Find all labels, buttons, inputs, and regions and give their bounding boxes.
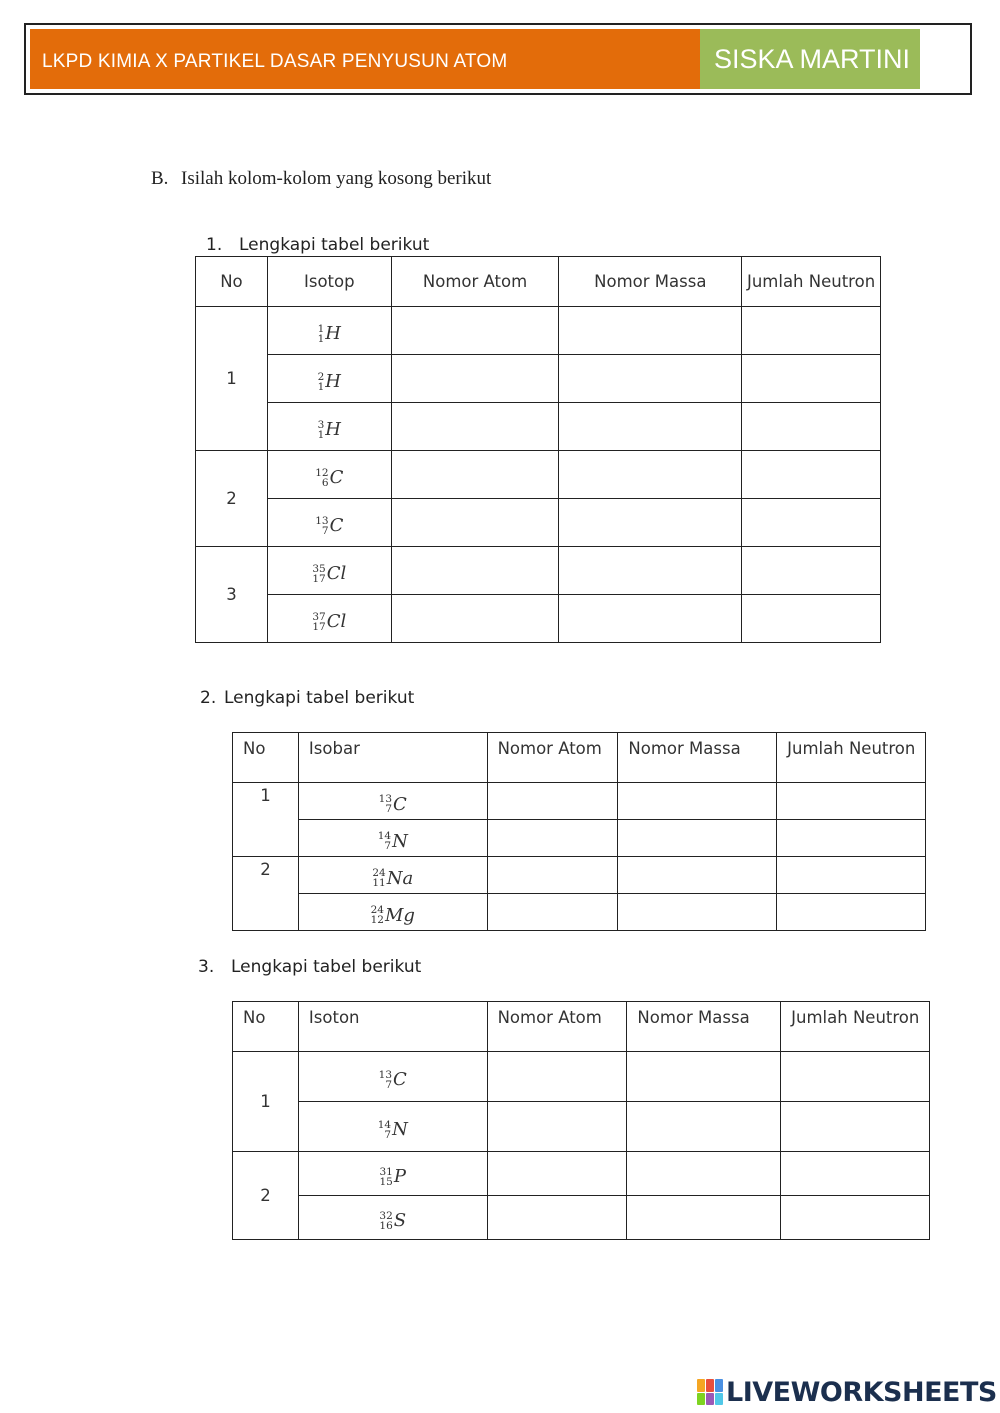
atomic-number: 1 bbox=[317, 332, 325, 345]
mass-number-answer-cell[interactable] bbox=[559, 547, 742, 595]
mass-number: 14 bbox=[377, 830, 392, 843]
nuclide-scripts bbox=[379, 1211, 392, 1231]
element-symbol: Cl bbox=[326, 563, 347, 585]
nuclide-notation bbox=[312, 611, 346, 632]
column-header: Nomor Massa bbox=[618, 733, 777, 783]
atomic-number-answer-cell[interactable] bbox=[487, 1102, 627, 1152]
atomic-number: 7 bbox=[384, 1128, 392, 1141]
mass-number-answer-cell[interactable] bbox=[627, 1052, 781, 1102]
column-header: Nomor Atom bbox=[487, 1002, 627, 1052]
section-letter: B. bbox=[151, 168, 169, 189]
atomic-number: 12 bbox=[370, 914, 384, 927]
author-name: SISKA MARTINI bbox=[714, 44, 911, 74]
q1-number: 1. bbox=[206, 235, 223, 255]
atomic-number: 7 bbox=[385, 803, 393, 816]
atomic-number-answer-cell[interactable] bbox=[487, 783, 618, 820]
nuclide-notation bbox=[318, 419, 341, 440]
neutron-count-answer-cell[interactable] bbox=[742, 547, 881, 595]
atomic-number: 7 bbox=[321, 524, 329, 537]
logo-square bbox=[706, 1379, 714, 1392]
table-header-row bbox=[233, 1002, 930, 1052]
row-number: 2 bbox=[196, 451, 268, 547]
row-number: 1 bbox=[233, 783, 299, 857]
neutron-count-answer-cell[interactable] bbox=[742, 451, 881, 499]
atomic-number: 15 bbox=[379, 1175, 393, 1188]
mass-number-answer-cell[interactable] bbox=[627, 1152, 781, 1196]
mass-number-answer-cell[interactable] bbox=[559, 403, 742, 451]
nuclide-notation bbox=[378, 831, 408, 852]
column-header: Nomor Atom bbox=[391, 257, 559, 307]
nuclide-notation bbox=[315, 467, 343, 488]
nuclide-cell bbox=[267, 499, 391, 547]
nuclide-notation bbox=[379, 1210, 406, 1231]
atomic-number-answer-cell[interactable] bbox=[487, 857, 618, 894]
nuclide-scripts bbox=[318, 372, 325, 392]
mass-number-answer-cell[interactable] bbox=[559, 307, 742, 355]
atomic-number-answer-cell[interactable] bbox=[391, 307, 559, 355]
neutron-count-answer-cell[interactable] bbox=[742, 595, 881, 643]
nuclide-cell bbox=[267, 547, 391, 595]
mass-number-answer-cell[interactable] bbox=[559, 499, 742, 547]
nuclide-notation bbox=[312, 563, 346, 584]
mass-number-answer-cell[interactable] bbox=[559, 595, 742, 643]
table-header-row bbox=[196, 257, 881, 307]
table-row bbox=[233, 1052, 930, 1102]
element-symbol: C bbox=[329, 515, 344, 537]
atomic-number: 6 bbox=[321, 476, 329, 489]
nuclide-notation bbox=[318, 323, 341, 344]
atomic-number: 1 bbox=[317, 428, 325, 441]
mass-number: 3 bbox=[317, 418, 325, 431]
row-number: 1 bbox=[233, 1052, 299, 1152]
row-number: 1 bbox=[196, 307, 268, 451]
author-block bbox=[700, 29, 920, 89]
element-symbol: H bbox=[325, 323, 341, 345]
column-header: Isotop bbox=[267, 257, 391, 307]
atomic-number-answer-cell[interactable] bbox=[391, 547, 559, 595]
nuclide-cell bbox=[298, 1196, 487, 1240]
nuclide-cell bbox=[267, 307, 391, 355]
table-row bbox=[196, 307, 881, 355]
neutron-count-answer-cell[interactable] bbox=[742, 307, 881, 355]
neutron-count-answer-cell[interactable] bbox=[781, 1196, 930, 1240]
nuclide-scripts bbox=[318, 324, 325, 344]
mass-number-answer-cell[interactable] bbox=[618, 820, 777, 857]
nuclide-scripts bbox=[379, 1070, 392, 1090]
column-header: Nomor Massa bbox=[627, 1002, 781, 1052]
neutron-count-answer-cell[interactable] bbox=[781, 1152, 930, 1196]
atomic-number: 17 bbox=[312, 620, 326, 633]
nuclide-cell bbox=[267, 451, 391, 499]
atomic-number-answer-cell[interactable] bbox=[391, 355, 559, 403]
mass-number: 35 bbox=[312, 562, 326, 575]
column-header: Nomor Massa bbox=[559, 257, 742, 307]
table-row bbox=[196, 547, 881, 595]
table-row bbox=[233, 820, 926, 857]
mass-number-answer-cell[interactable] bbox=[618, 857, 777, 894]
column-header: Jumlah Neutron bbox=[742, 257, 881, 307]
atomic-number-answer-cell[interactable] bbox=[487, 1052, 627, 1102]
isotope-table bbox=[195, 256, 881, 643]
nuclide-cell bbox=[267, 595, 391, 643]
atomic-number: 7 bbox=[384, 840, 392, 853]
column-header: Isobar bbox=[298, 733, 487, 783]
column-header: Isoton bbox=[298, 1002, 487, 1052]
neutron-count-answer-cell[interactable] bbox=[742, 403, 881, 451]
element-symbol: H bbox=[325, 419, 341, 441]
atomic-number: 17 bbox=[312, 572, 326, 585]
atomic-number: 16 bbox=[379, 1219, 393, 1232]
mass-number: 13 bbox=[378, 793, 393, 806]
atomic-number-answer-cell[interactable] bbox=[487, 820, 618, 857]
neutron-count-answer-cell[interactable] bbox=[777, 894, 926, 931]
mass-number: 13 bbox=[315, 514, 329, 527]
mass-number: 2 bbox=[317, 370, 325, 383]
element-symbol: Mg bbox=[384, 904, 415, 926]
nuclide-notation bbox=[379, 794, 407, 815]
q3-title-text: Lengkapi tabel berikut bbox=[231, 957, 422, 977]
q1-title-text: Lengkapi tabel berikut bbox=[239, 235, 430, 255]
mass-number: 31 bbox=[379, 1165, 393, 1178]
element-symbol: H bbox=[325, 371, 341, 393]
mass-number: 24 bbox=[372, 867, 386, 880]
nuclide-notation bbox=[380, 1166, 407, 1187]
logo-square bbox=[715, 1379, 723, 1392]
element-symbol: S bbox=[393, 1210, 407, 1232]
mass-number-answer-cell[interactable] bbox=[618, 894, 777, 931]
atomic-number-answer-cell[interactable] bbox=[391, 451, 559, 499]
table-row bbox=[233, 1196, 930, 1240]
nuclide-scripts bbox=[379, 794, 392, 814]
mass-number: 24 bbox=[370, 904, 384, 917]
nuclide-cell bbox=[267, 355, 391, 403]
mass-number: 13 bbox=[378, 1068, 393, 1081]
q3-title bbox=[198, 957, 421, 977]
neutron-count-answer-cell[interactable] bbox=[742, 499, 881, 547]
column-header: Nomor Atom bbox=[487, 733, 618, 783]
atomic-number-answer-cell[interactable] bbox=[391, 499, 559, 547]
nuclide-cell bbox=[267, 403, 391, 451]
nuclide-scripts bbox=[378, 1120, 391, 1140]
mass-number: 14 bbox=[377, 1118, 392, 1131]
table-row bbox=[233, 894, 926, 931]
mass-number: 12 bbox=[315, 466, 329, 479]
element-symbol: Cl bbox=[326, 611, 347, 633]
column-header: No bbox=[233, 733, 299, 783]
nuclide-notation bbox=[379, 1069, 407, 1090]
logo-square bbox=[697, 1393, 705, 1406]
nuclide-scripts bbox=[380, 1167, 393, 1187]
element-symbol: C bbox=[329, 467, 344, 489]
q2-number: 2. bbox=[200, 688, 217, 708]
q3-number: 3. bbox=[198, 957, 215, 977]
logo-square bbox=[697, 1379, 705, 1392]
mass-number: 37 bbox=[312, 610, 326, 623]
mass-number-answer-cell[interactable] bbox=[559, 451, 742, 499]
nuclide-scripts bbox=[315, 516, 328, 536]
logo-square bbox=[706, 1393, 714, 1406]
nuclide-cell bbox=[298, 1052, 487, 1102]
atomic-number-answer-cell[interactable] bbox=[487, 1196, 627, 1240]
atomic-number-answer-cell[interactable] bbox=[391, 403, 559, 451]
mass-number-answer-cell[interactable] bbox=[627, 1196, 781, 1240]
mass-number: 1 bbox=[317, 322, 325, 335]
nuclide-scripts bbox=[371, 905, 384, 925]
logo-square bbox=[715, 1393, 723, 1406]
nuclide-notation bbox=[372, 868, 413, 889]
element-symbol: N bbox=[392, 1119, 408, 1141]
nuclide-notation bbox=[378, 1119, 408, 1140]
nuclide-scripts bbox=[312, 564, 325, 584]
mass-number: 32 bbox=[379, 1209, 393, 1222]
mass-number-answer-cell[interactable] bbox=[627, 1102, 781, 1152]
nuclide-cell bbox=[298, 783, 487, 820]
nuclide-scripts bbox=[318, 420, 325, 440]
mass-number-answer-cell[interactable] bbox=[559, 355, 742, 403]
q2-title bbox=[200, 688, 414, 708]
isotone-table bbox=[232, 1001, 930, 1240]
isobar-table bbox=[232, 732, 926, 931]
row-number: 2 bbox=[233, 1152, 299, 1240]
nuclide-scripts bbox=[378, 831, 391, 851]
header-banner bbox=[24, 23, 972, 95]
column-header: Jumlah Neutron bbox=[781, 1002, 930, 1052]
liveworksheets-logo-icon bbox=[697, 1379, 723, 1405]
neutron-count-answer-cell[interactable] bbox=[777, 783, 926, 820]
table-row bbox=[233, 857, 926, 894]
row-number: 3 bbox=[196, 547, 268, 643]
atomic-number: 1 bbox=[317, 380, 325, 393]
table-row bbox=[196, 451, 881, 499]
column-header: Jumlah Neutron bbox=[777, 733, 926, 783]
table-header-row bbox=[233, 733, 926, 783]
section-instruction-text: Isilah kolom-kolom yang kosong berikut bbox=[181, 168, 492, 189]
nuclide-scripts bbox=[315, 468, 328, 488]
table-row bbox=[233, 1102, 930, 1152]
atomic-number: 7 bbox=[385, 1078, 393, 1091]
neutron-count-answer-cell[interactable] bbox=[781, 1052, 930, 1102]
liveworksheets-logo bbox=[697, 1375, 997, 1409]
table-row bbox=[233, 783, 926, 820]
atomic-number-answer-cell[interactable] bbox=[391, 595, 559, 643]
element-symbol: P bbox=[393, 1166, 406, 1188]
table-row bbox=[196, 595, 881, 643]
element-symbol: C bbox=[393, 793, 407, 815]
section-instruction bbox=[151, 168, 491, 190]
atomic-number: 11 bbox=[372, 877, 386, 890]
nuclide-cell bbox=[298, 894, 487, 931]
atomic-number-answer-cell[interactable] bbox=[487, 894, 618, 931]
table-row bbox=[233, 1152, 930, 1196]
nuclide-cell bbox=[298, 857, 487, 894]
nuclide-notation bbox=[371, 905, 415, 926]
nuclide-cell bbox=[298, 820, 487, 857]
neutron-count-answer-cell[interactable] bbox=[781, 1102, 930, 1152]
element-symbol: N bbox=[392, 830, 408, 852]
nuclide-scripts bbox=[372, 868, 385, 888]
column-header: No bbox=[233, 1002, 299, 1052]
worksheet-title: LKPD KIMIA X PARTIKEL DASAR PENYUSUN ATOM bbox=[42, 51, 508, 72]
row-number: 2 bbox=[233, 857, 299, 931]
element-symbol: Na bbox=[386, 867, 414, 889]
title-block bbox=[30, 29, 704, 89]
neutron-count-answer-cell[interactable] bbox=[777, 820, 926, 857]
nuclide-cell bbox=[298, 1152, 487, 1196]
nuclide-notation bbox=[318, 371, 341, 392]
column-header: No bbox=[196, 257, 268, 307]
logo-text: LIVEWORKSHEETS bbox=[726, 1376, 997, 1408]
neutron-count-answer-cell[interactable] bbox=[777, 857, 926, 894]
nuclide-scripts bbox=[312, 612, 325, 632]
table-row bbox=[196, 403, 881, 451]
q2-title-text: Lengkapi tabel berikut bbox=[224, 688, 415, 708]
mass-number-answer-cell[interactable] bbox=[618, 783, 777, 820]
q1-title bbox=[206, 235, 429, 255]
nuclide-cell bbox=[298, 1102, 487, 1152]
neutron-count-answer-cell[interactable] bbox=[742, 355, 881, 403]
table-row bbox=[196, 499, 881, 547]
element-symbol: C bbox=[393, 1069, 407, 1091]
nuclide-notation bbox=[315, 515, 343, 536]
table-row bbox=[196, 355, 881, 403]
atomic-number-answer-cell[interactable] bbox=[487, 1152, 627, 1196]
